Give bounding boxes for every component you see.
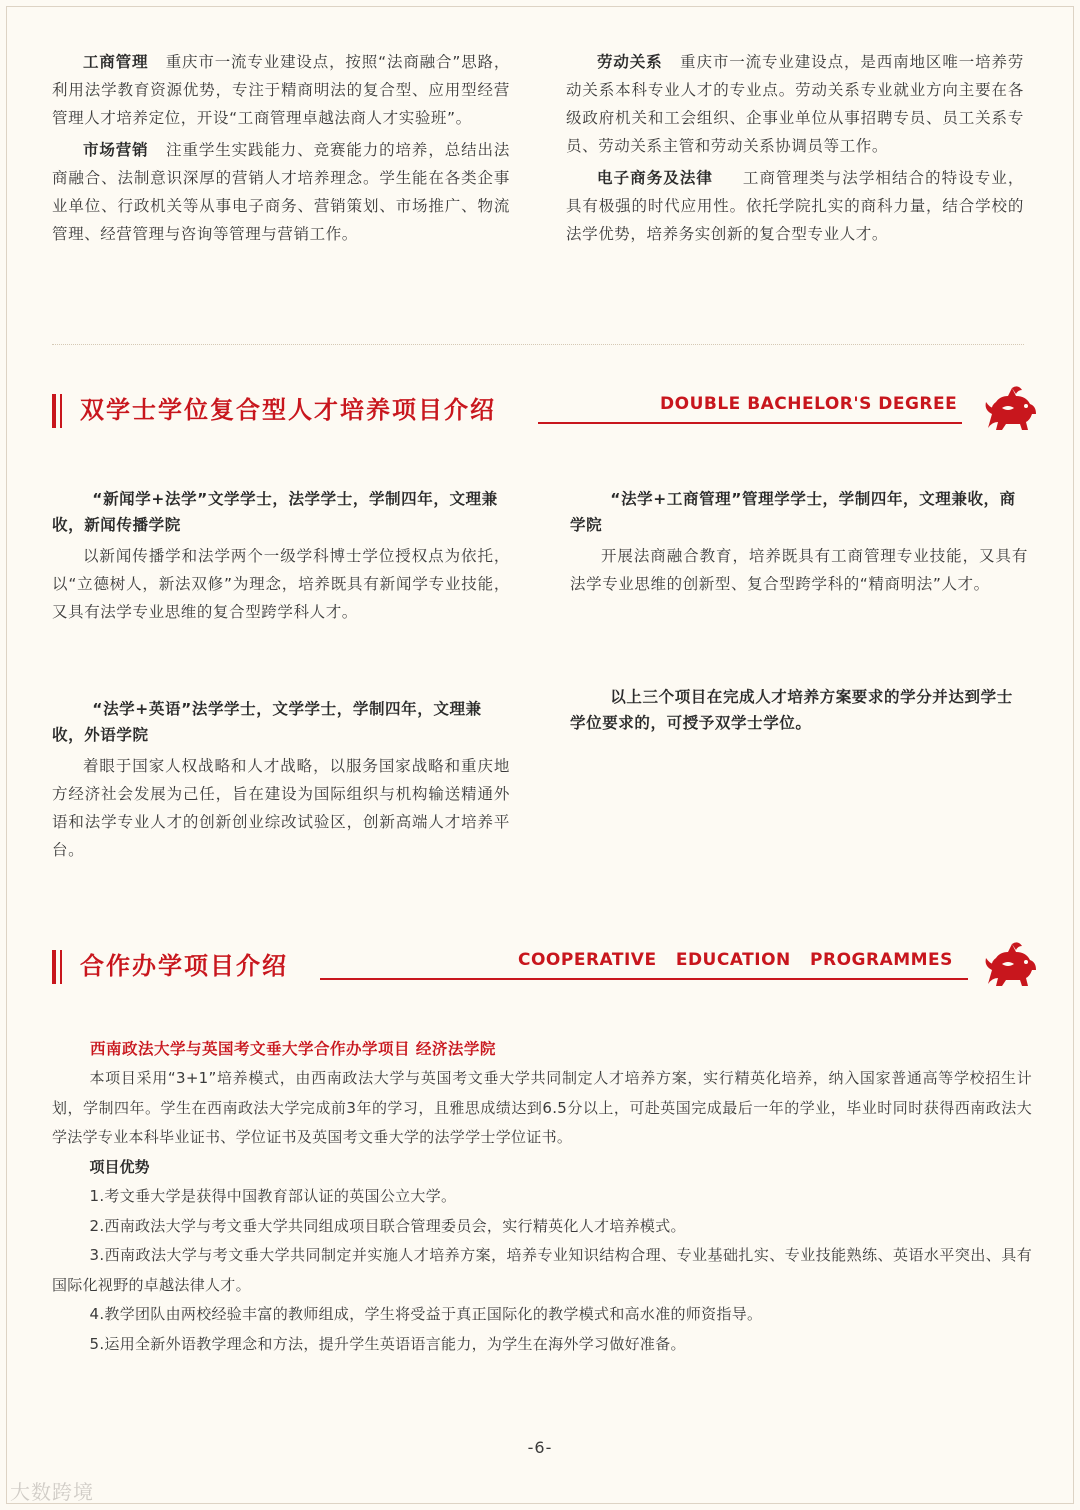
major-desc: 重庆市一流专业建设点，是西南地区唯一培养劳动关系本科专业人才的专业点。劳动关系专业就业方向主要在各级政府机关和工会组织、企事业单位从事招聘专员、员工关系专员、劳动关系主管和劳动关系协调员等工作。 (566, 53, 1024, 155)
program-law-business-desc: 开展法商融合教育，培养既具有工商管理专业技能，又具有法学专业思维的创新型、复合型跨学科的“精商明法”人才。 (570, 547, 1028, 593)
program-law-business-head: “法学+工商管理”管理学学士，学制四年，文理兼收，商学院 (570, 490, 1016, 534)
major-business-admin (52, 48, 510, 132)
page-number: -6- (527, 1438, 553, 1457)
double-degree-note-col (570, 684, 1028, 736)
double-degree-right (570, 486, 1028, 598)
major-desc: 重庆市一流专业建设点，按照“法商融合”思路，利用法学教育资源优势，专注于精商明法的复合型、应用型经营管理人才培养定位，开设“工商管理卓越法商人才实验班”。 (52, 53, 510, 127)
major-labor-relations (566, 48, 1024, 160)
section-title: 合作办学项目介绍 (80, 952, 288, 980)
accent-bar (60, 394, 62, 428)
accent-bar (52, 950, 56, 984)
advantage-item: 2.西南政法大学与考文垂大学共同组成项目联合管理委员会，实行精英化人才培养模式。 (89, 1216, 686, 1235)
major-term: 工商管理 (83, 53, 149, 71)
double-degree-left (52, 486, 510, 626)
major-term: 电子商务及法律 (597, 169, 713, 187)
program-law-english-desc: 着眼于国家人权战略和人才战略，以服务国家战略和重庆地方经济社会发展为己任，旨在建设为国际组织与机构输送精通外语和法学专业人才的创新创业综改试验区，创新高端人才培养平台。 (52, 757, 510, 859)
section-title-en: DOUBLE BACHELOR'S DEGREE (660, 394, 958, 414)
coop-intro: 本项目采用“3+1”培养模式，由西南政法大学与英国考文垂大学共同制定人才培养方案，实行精英化培养，纳入国家普通高等学校招生计划，学制四年。学生在西南政法大学完成前3年的学习，且雅思成绩达到6.5分以上，可赴英国完成最后一年的学业，毕业时同时获得西南政法大学法学专业本科毕业证书、学位证书及英国考文垂大学的法学学士学位证书。 (52, 1069, 1032, 1146)
program-journalism-law-desc: 以新闻传播学和法学两个一级学科博士学位授权点为依托，以“立德树人，新法双修”为理念，培养既具有新闻学专业技能，又具有法学专业思维的复合型跨学科人才。 (52, 547, 510, 621)
divider (52, 344, 1024, 345)
advantage-item: 4.教学团队由两校经验丰富的教师组成，学生将受益于真正国际化的教学模式和高水准的师资指导。 (89, 1305, 763, 1323)
top-left-column (52, 48, 510, 248)
accent-bar (52, 394, 56, 428)
section-header-cooperative (52, 940, 1040, 1000)
accent-bar (60, 950, 62, 984)
coop-project-body (52, 1064, 1032, 1359)
advantage-item: 1.考文垂大学是获得中国教育部认证的英国公立大学。 (89, 1187, 457, 1205)
section-header-double-degree (52, 384, 1040, 444)
double-degree-note: 以上三个项目在完成人才培养方案要求的学分并达到学士学位要求的，可授予双学士学位。 (570, 688, 1013, 732)
advantage-item: 5.运用全新外语教学理念和方法，提升学生英语语言能力，为学生在海外学习做好准备。 (89, 1334, 686, 1353)
section-rule (320, 978, 968, 980)
qilin-logo-icon (982, 384, 1040, 434)
section-title: 双学士学位复合型人才培养项目介绍 (80, 396, 496, 424)
advantages-title: 项目优势 (89, 1157, 150, 1176)
section-rule (538, 422, 962, 424)
major-term: 劳动关系 (597, 53, 663, 71)
watermark: 大数跨境 (10, 1480, 94, 1504)
top-right-column (566, 48, 1024, 248)
qilin-logo-icon (982, 940, 1040, 990)
program-journalism-law-head: “新闻学+法学”文学学士，法学学士，学制四年，文理兼收，新闻传播学院 (52, 490, 498, 534)
section-title-en: COOPERATIVE EDUCATION PROGRAMMES (518, 950, 953, 970)
double-degree-left-2 (52, 696, 510, 864)
major-ecommerce-law (566, 164, 1024, 248)
coop-project-title: 西南政法大学与英国考文垂大学合作办学项目 经济法学院 (90, 1040, 496, 1058)
major-term: 市场营销 (83, 141, 149, 159)
major-marketing (52, 136, 510, 248)
major-desc: 工商管理类与法学相结合的特设专业，具有极强的时代应用性。依托学院扎实的商科力量，结合学校的法学优势，培养务实创新的复合型专业人才。 (566, 169, 1025, 243)
major-desc: 注重学生实践能力、竞赛能力的培养，总结出法商融合、法制意识深厚的营销人才培养理念。学生能在各类企事业单位、行政机关等从事电子商务、营销策划、市场推广、物流管理、经营管理与咨询等管理与营销工作。 (52, 141, 510, 243)
advantage-item: 3.西南政法大学与考文垂大学共同制定并实施人才培养方案，培养专业知识结构合理、专业基础扎实、专业技能熟练、英语水平突出、具有国际化视野的卓越法律人才。 (52, 1246, 1032, 1294)
program-law-english-head: “法学+英语”法学学士，文学学士，学制四年，文理兼收，外语学院 (52, 700, 482, 744)
